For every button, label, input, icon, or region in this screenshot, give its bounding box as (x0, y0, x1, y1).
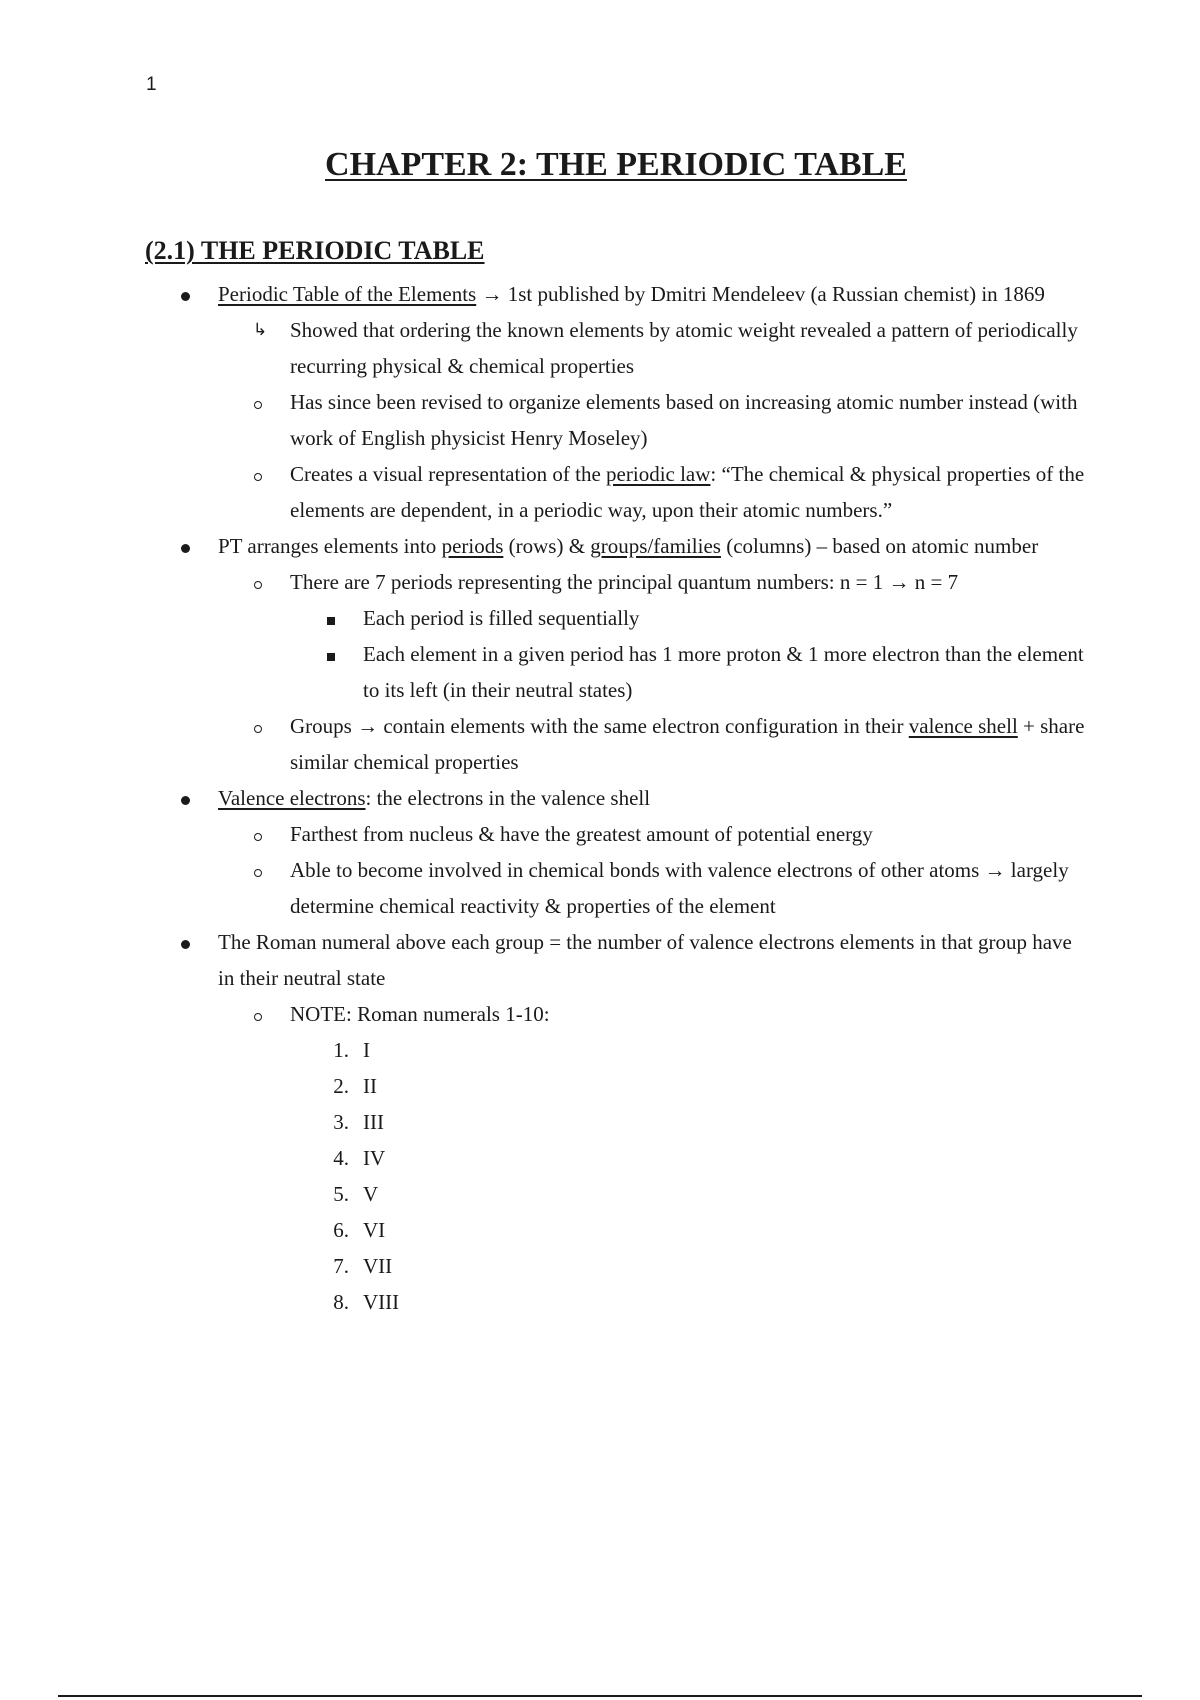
sub-item-text: Creates a visual representation of the (290, 462, 607, 486)
term-groups-families: groups/families (590, 534, 721, 558)
list-number: 1. (333, 1038, 349, 1062)
circle-bullet-icon (253, 456, 262, 492)
roman-numeral: VI (363, 1218, 386, 1242)
sub-item-text: Able to become involved in chemical bonds with valence electrons of other atoms → largely determine chemical reactivity & properties of the element (290, 858, 1069, 918)
list-number: 5. (333, 1182, 349, 1206)
numbered-item (145, 1068, 1085, 1104)
bullet-text: (columns) – based on atomic number (720, 534, 1039, 558)
bullet-dot-icon (181, 780, 190, 816)
page-number: 1 (146, 74, 157, 95)
numbered-item (145, 1104, 1085, 1140)
square-bullet-icon (325, 600, 335, 636)
bullet-text: → 1st published by Dmitri Mendeleev (a Russian chemist) in 1869 (476, 282, 1045, 306)
numbered-item (145, 1212, 1085, 1248)
sub-item-roman-note (145, 996, 1085, 1032)
list-number: 8. (333, 1290, 349, 1314)
circle-bullet-icon (253, 996, 262, 1032)
numbered-item (145, 1140, 1085, 1176)
bullet-text: PT arranges elements into (218, 534, 442, 558)
circle-bullet-icon (253, 564, 262, 600)
section-heading: (2.1) THE PERIODIC TABLE (145, 236, 485, 265)
sub-item-potential-energy (145, 816, 1085, 852)
chapter-title: CHAPTER 2: THE PERIODIC TABLE (325, 146, 907, 183)
term-periodic-law: periodic law (606, 462, 711, 486)
numbered-item (145, 1284, 1085, 1320)
bullet-dot-icon (181, 924, 190, 960)
list-number: 6. (333, 1218, 349, 1242)
roman-numeral: VIII (363, 1290, 400, 1314)
circle-bullet-icon (253, 708, 262, 744)
sub-item-text: : “The chemical & physical properties of the elements are dependent, in a periodic way, upon their atomic numbers.” (290, 462, 1085, 522)
list-number: 7. (333, 1254, 349, 1278)
roman-numeral: IV (363, 1146, 386, 1170)
circle-bullet-icon (253, 852, 262, 888)
list-number: 2. (333, 1074, 349, 1098)
list-number: 3. (333, 1110, 349, 1134)
sub-item-text: There are 7 periods representing the principal quantum numbers: n = 1 → n = 7 (290, 570, 959, 594)
footer-divider (58, 1695, 1142, 1697)
return-arrow-icon: ↳ (253, 320, 268, 340)
sub-sub-item-proton-electron (145, 636, 1085, 708)
bullet-dot-icon (181, 528, 190, 564)
sub-sub-item-filled-sequentially (145, 600, 1085, 636)
sub-item-text: Groups → contain elements with the same electron configuration in their (290, 714, 909, 738)
term-periods: periods (441, 534, 504, 558)
roman-numeral: III (363, 1110, 384, 1134)
sub-item-mendeleev-ordering (145, 312, 1085, 384)
bullet-dot-icon (181, 276, 190, 312)
bullet-periods-groups (145, 528, 1085, 564)
bullet-text: The Roman numeral above each group = the number of valence electrons elements in that group have in their neutral state (218, 930, 1072, 990)
sub-sub-item-text: Each element in a given period has 1 more proton & 1 more electron than the element to its left (in their neutral states) (363, 642, 1084, 702)
term-valence-electrons: Valence electrons (218, 786, 366, 810)
square-bullet-icon (325, 636, 335, 672)
term-periodic-table: Periodic Table of the Elements (218, 282, 477, 306)
sub-item-chemical-bonds (145, 852, 1085, 924)
sub-item-text: NOTE: Roman numerals 1-10: (290, 1002, 550, 1026)
sub-item-seven-periods (145, 564, 1085, 600)
bullet-text: : the electrons in the valence shell (365, 786, 651, 810)
roman-numeral: II (363, 1074, 377, 1098)
bullet-valence-electrons (145, 780, 1085, 816)
sub-item-text: Showed that ordering the known elements by atomic weight revealed a pattern of periodically recurring physical & chemical properties (290, 318, 1078, 378)
bullet-periodic-table (145, 276, 1085, 312)
roman-numeral: VII (363, 1254, 393, 1278)
notes-body (145, 276, 1085, 1320)
sub-item-moseley-revision (145, 384, 1085, 456)
circle-bullet-icon (253, 384, 262, 420)
circle-bullet-icon (253, 816, 262, 852)
sub-item-text: + share similar chemical properties (290, 714, 1085, 774)
numbered-item (145, 1248, 1085, 1284)
sub-item-text: Has since been revised to organize elements based on increasing atomic number instead (with work of English physicist Henry Moseley) (290, 390, 1078, 450)
sub-sub-item-text: Each period is filled sequentially (363, 606, 640, 630)
numbered-item (145, 1032, 1085, 1068)
numbered-item (145, 1176, 1085, 1212)
list-number: 4. (333, 1146, 349, 1170)
roman-numeral: I (363, 1038, 370, 1062)
bullet-text: (rows) & (503, 534, 591, 558)
sub-item-periodic-law (145, 456, 1085, 528)
sub-item-groups (145, 708, 1085, 780)
roman-numeral: V (363, 1182, 379, 1206)
bullet-roman-numeral (145, 924, 1085, 996)
sub-item-text: Farthest from nucleus & have the greatest amount of potential energy (290, 822, 873, 846)
term-valence-shell: valence shell (908, 714, 1018, 738)
